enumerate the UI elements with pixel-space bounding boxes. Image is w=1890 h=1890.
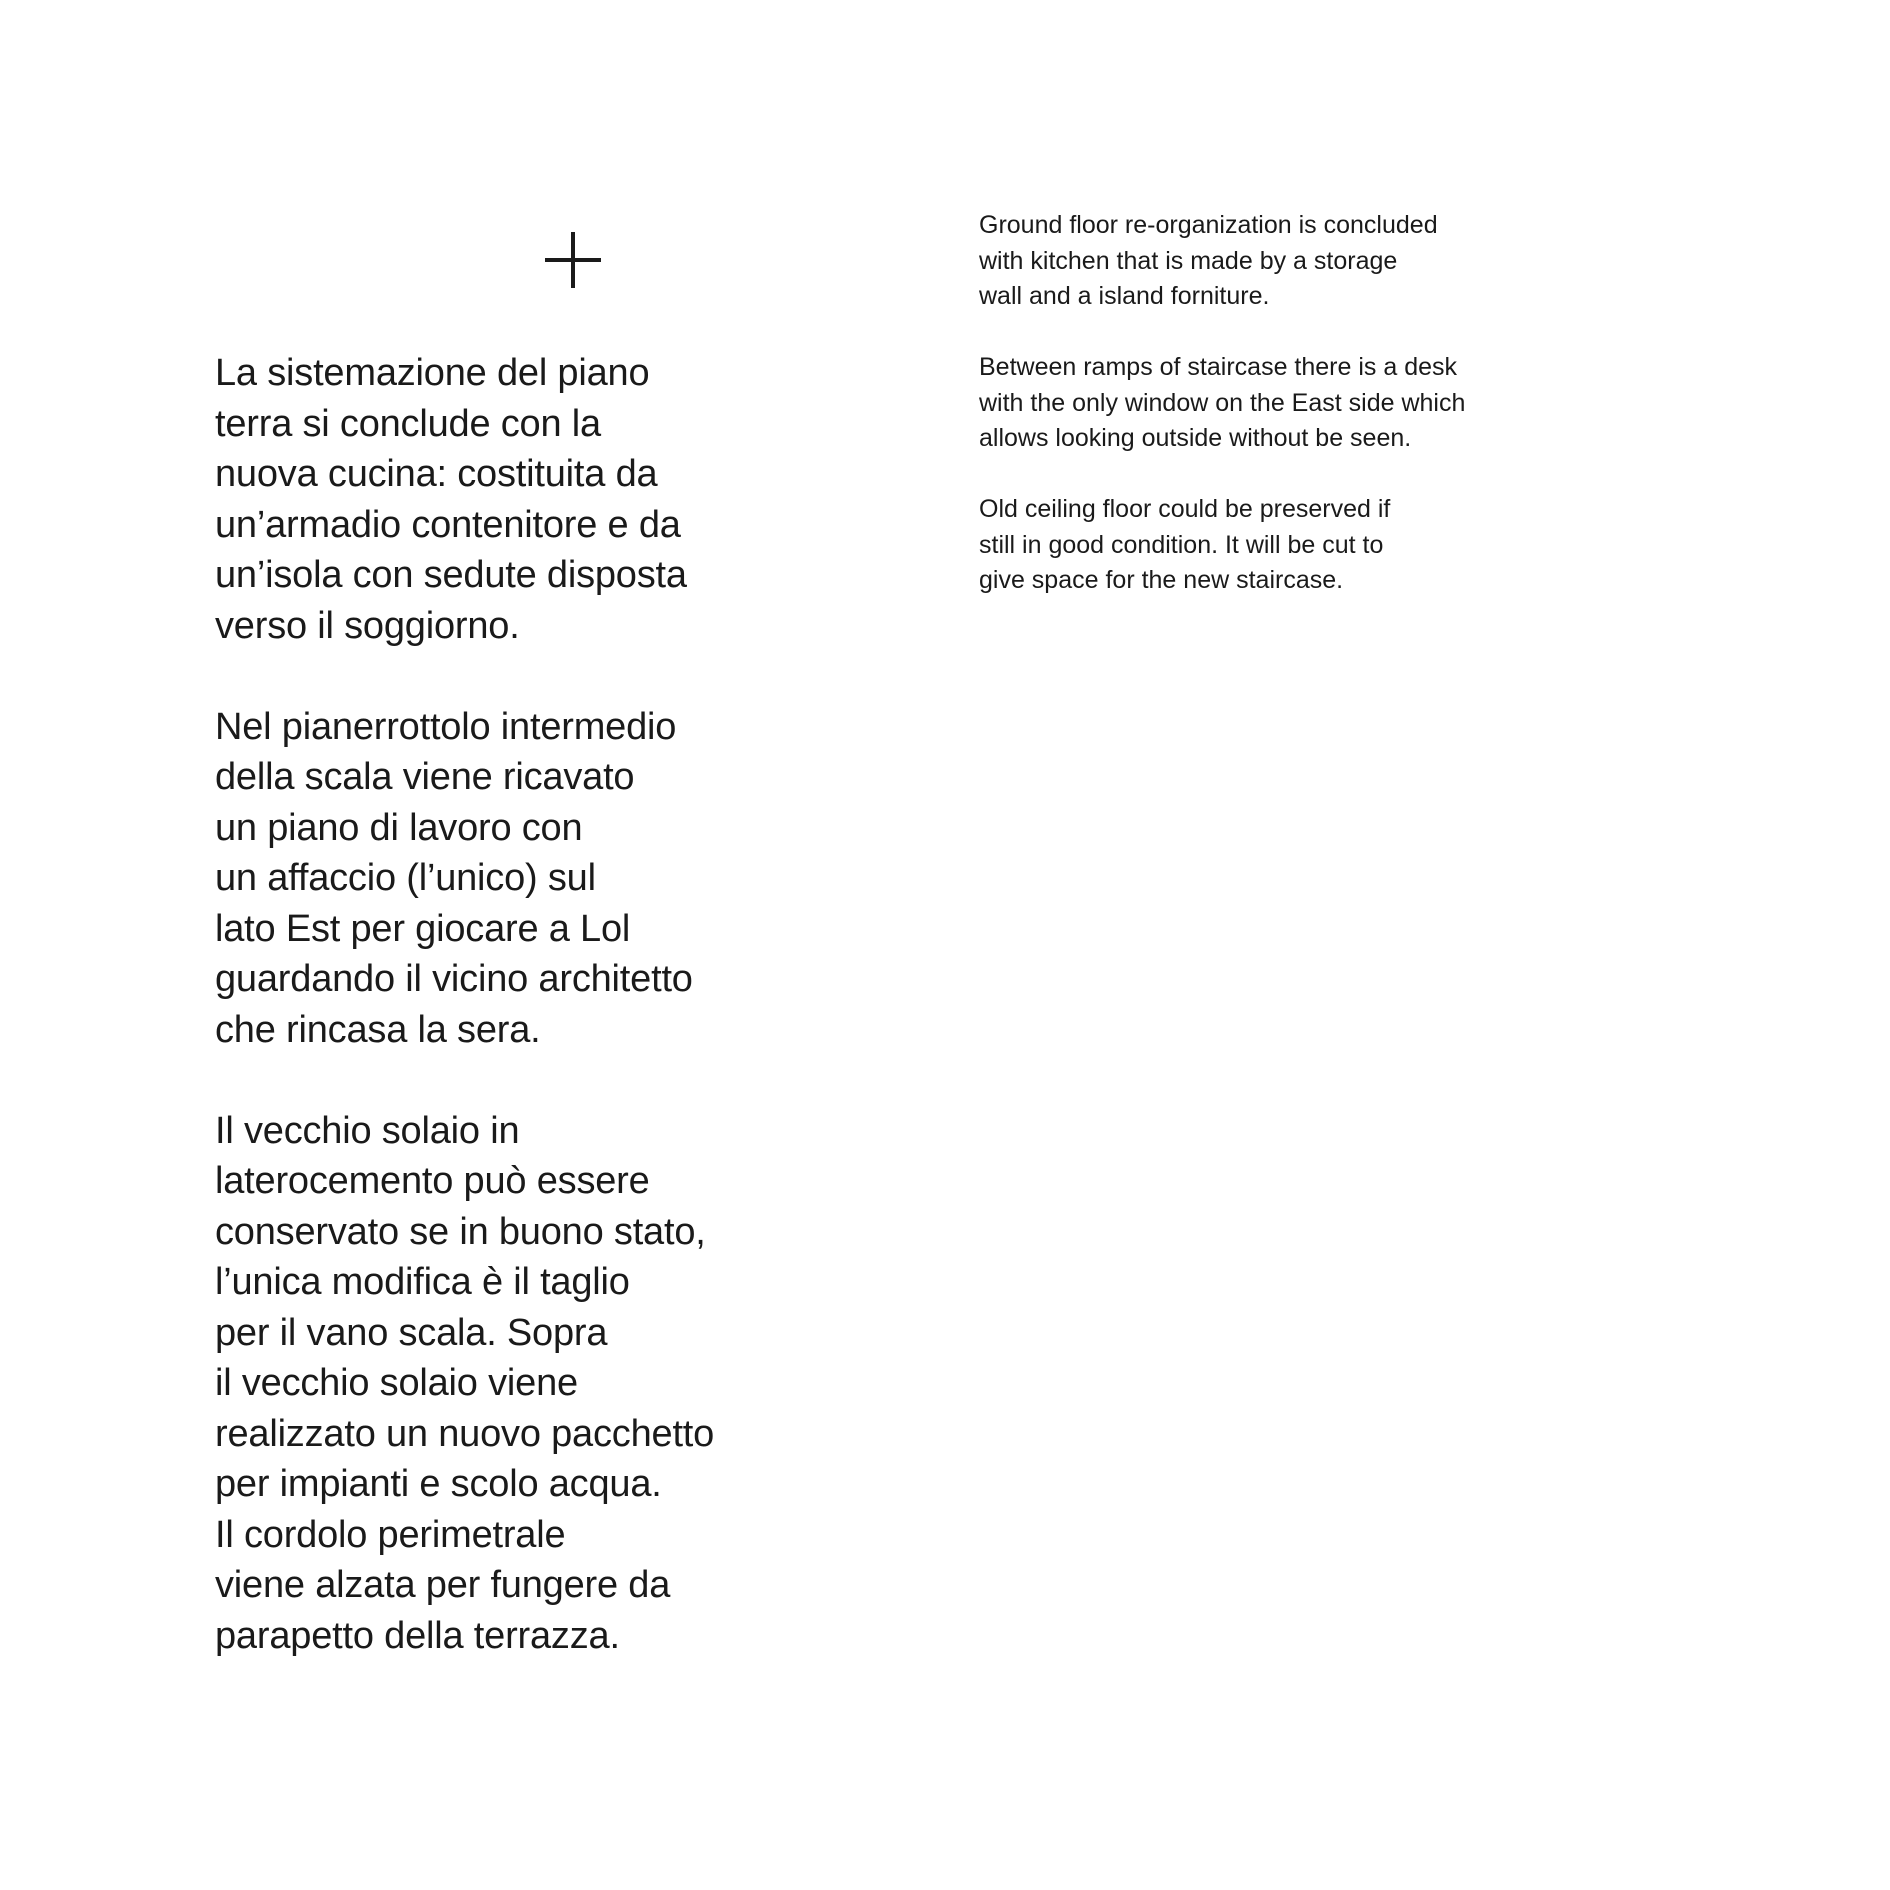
text-line: La sistemazione del piano bbox=[215, 352, 650, 394]
english-description bbox=[979, 208, 1599, 599]
text-line: parapetto della terrazza. bbox=[215, 1614, 620, 1657]
text-line: un’armadio contenitore e da bbox=[215, 503, 681, 546]
plus-icon bbox=[545, 232, 601, 288]
text-line: Il cordolo perimetrale bbox=[215, 1513, 566, 1556]
italian-paragraph-ceiling bbox=[215, 1106, 775, 1662]
text-line: l’unica modifica è il taglio bbox=[215, 1261, 630, 1303]
text-line: wall and a island forniture. bbox=[979, 282, 1270, 310]
text-line: Old ceiling floor could be preserved if bbox=[979, 495, 1391, 523]
text-line: conservato se in buono stato, bbox=[215, 1210, 706, 1253]
text-line: Between ramps of staircase there is a desk bbox=[979, 353, 1458, 381]
text-line: il vecchio solaio viene bbox=[215, 1362, 578, 1404]
text-line: un affaccio (l’unico) sul bbox=[215, 857, 596, 899]
text-line: un piano di lavoro con bbox=[215, 806, 583, 849]
text-line: un’isola con sedute disposta bbox=[215, 554, 687, 596]
italian-paragraph-landing bbox=[215, 702, 775, 1056]
text-line: della scala viene ricavato bbox=[215, 756, 635, 798]
text-line: Il vecchio solaio in bbox=[215, 1109, 520, 1152]
text-line: realizzato un nuovo pacchetto bbox=[215, 1412, 715, 1455]
text-line: Nel pianerrottolo intermedio bbox=[215, 705, 677, 748]
text-line: terra si conclude con la bbox=[215, 402, 601, 445]
text-line: laterocemento può essere bbox=[215, 1160, 650, 1202]
italian-description bbox=[215, 348, 775, 1661]
text-line: per il vano scala. Sopra bbox=[215, 1311, 608, 1354]
text-line: give space for the new staircase. bbox=[979, 566, 1344, 594]
english-paragraph-ceiling bbox=[979, 492, 1599, 599]
english-paragraph-kitchen bbox=[979, 208, 1599, 315]
text-line: guardando il vicino architetto bbox=[215, 958, 693, 1000]
text-line: verso il soggiorno. bbox=[215, 604, 520, 647]
text-line: allows looking outside without be seen. bbox=[979, 424, 1412, 452]
text-line: with the only window on the East side which bbox=[979, 388, 1466, 417]
text-line: Ground floor re-organization is concluded bbox=[979, 211, 1438, 239]
text-line: lato Est per giocare a Lol bbox=[215, 907, 631, 950]
text-line: viene alzata per fungere da bbox=[215, 1564, 671, 1606]
italian-paragraph-kitchen bbox=[215, 348, 775, 651]
text-line: nuova cucina: costituita da bbox=[215, 453, 658, 495]
text-line: with kitchen that is made by a storage bbox=[979, 246, 1398, 275]
text-line: che rincasa la sera. bbox=[215, 1008, 541, 1051]
text-line: still in good condition. It will be cut to bbox=[979, 530, 1384, 559]
text-line: per impianti e scolo acqua. bbox=[215, 1463, 662, 1505]
english-paragraph-staircase bbox=[979, 350, 1599, 457]
